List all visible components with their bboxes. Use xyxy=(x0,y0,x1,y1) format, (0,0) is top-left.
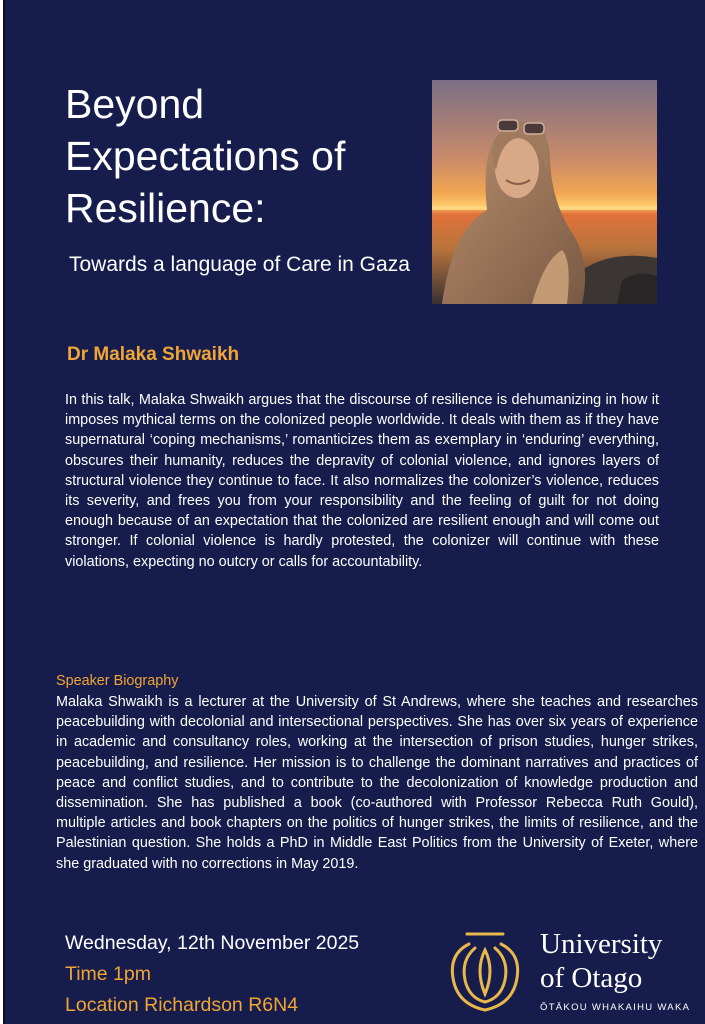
logo-maori-name: ŌTĀKOU WHAKAIHU WAKA xyxy=(540,1002,691,1013)
logo-line-of-otago: of Otago xyxy=(540,962,643,994)
bio-heading: Speaker Biography xyxy=(56,673,179,689)
logo-line-university: University xyxy=(540,928,663,960)
university-logo xyxy=(445,928,705,1018)
speaker-photo xyxy=(432,80,657,304)
otago-crest-icon xyxy=(445,930,525,1014)
speaker-name: Dr Malaka Shwaikh xyxy=(67,344,240,365)
event-time: Time 1pm xyxy=(65,963,151,985)
event-title: Beyond Expectations of Resilience: xyxy=(65,81,346,231)
speaker-portrait-icon xyxy=(432,80,657,304)
speaker-biography: Malaka Shwaikh is a lecturer at the University of St Andrews, where she teaches and researches peacebuilding with decolonial and intersectional perspectives. She has over six years of experience in academic and consultancy roles, working at the intersection of prison studies, hunger strikes, peacebuilding, and resilience. Her mission is to challenge the dominant narratives and practices of peace and conflict studies, and to contribute to the decolonization of knowledge production and dissemination. She has published a book (co-authored with Professor Rebecca Ruth Gould), multiple articles and book chapters on the politics of hunger strikes, the limits of resilience, and the Palestinian question. She holds a PhD in Middle East Politics from the University of Exeter, where she graduated with no corrections in May 2019. xyxy=(56,694,698,872)
event-date: Wednesday, 12th November 2025 xyxy=(65,932,360,954)
event-poster xyxy=(3,0,705,1024)
event-subtitle: Towards a language of Care in Gaza xyxy=(69,253,410,276)
talk-abstract: In this talk, Malaka Shwaikh argues that the discourse of resilience is dehumanizing in how it imposes mythical terms on the colonized people worldwide. It deals with them as if they have supernatural ‘coping mechanisms,’ romanticizes them as exemplary in ‘enduring’ everything, obscures their humanity, reduces the depravity of colonial violence, and ignores layers of structural violence they continue to face. It also normalizes the colonizer’s violence, reduces its severity, and frees you from your responsibility and the feeling of guilt for not doing enough because of an expectation that the colonized are resilient enough and will come out stronger. If colonial violence is hardly protested, the colonizer will continue with these violations, expecting no outcry or calls for accountability. xyxy=(65,392,659,570)
event-location: Location Richardson R6N4 xyxy=(65,994,299,1016)
